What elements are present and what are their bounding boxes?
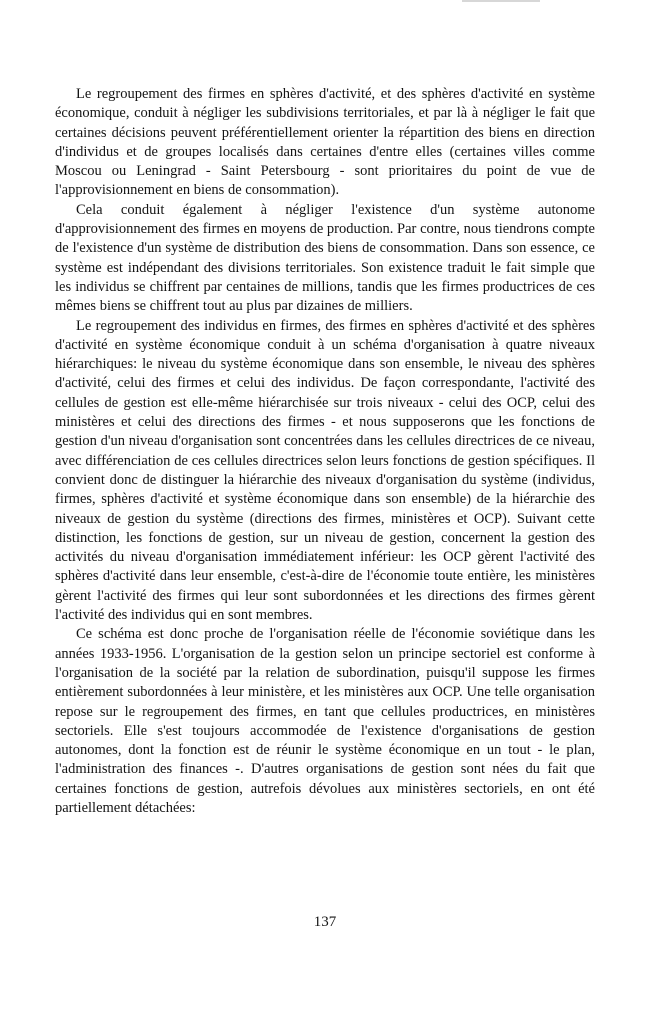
- scan-edge-mark: [462, 0, 540, 2]
- paragraph-3: Le regroupement des individus en firmes, des firmes en sphères d'activité et des sphères d'activité en système économique conduit à un schéma d'organisation à quatre niveaux hiérarchiques: le niveau du système économique dans son ensemble, le niveau des sphères d'activité, celui des firmes et celui des individus. De façon correspondante, l'activité des cellules de gestion est elle-même hiérarchisée sur trois niveaux - celui des OCP, celui des ministères et celui des directions des firmes - et nous supposerons que les fonctions de gestion d'un niveau d'organisation sont concentrées dans les cellules directrices de ce niveau, avec différenciation de ces cellules directrices selon leurs fonctions de gestion spécifiques. Il convient donc de distinguer la hiérarchie des niveaux d'organisation du système (individus, firmes, sphères d'activité et système économique dans son ensemble) de la hiérarchie des niveaux de gestion du système (directions des firmes, ministères et OCP). Suivant cette distinction, les fonctions de gestion, sur un niveau de gestion, concernent la gestion des activités du niveau d'organisation immédiatement inférieur: les OCP gèrent l'activité des sphères d'activité dans leur ensemble, c'est-à-dire de l'économie toute entière, les ministères gèrent l'activité des firmes qui leur sont subordonnées et les directions des firmes gèrent l'activité des individus qui en sont membres.: [55, 317, 595, 624]
- body-text: [55, 85, 595, 818]
- paragraph-2: Cela conduit également à négliger l'existence d'un système autonome d'approvisionnement des firmes en moyens de production. Par contre, nous tiendrons compte de l'existence d'un système de distribution des biens de consommation. Dans son essence, ce système est indépendant des divisions territoriales. Son existence traduit le fait simple que les individus se chiffrent par centaines de millions, tandis que les firmes productrices de ces mêmes biens se chiffrent tout au plus par dizaines de milliers.: [55, 201, 595, 315]
- page-number: 137: [313, 914, 337, 930]
- paragraph-1: Le regroupement des firmes en sphères d'activité, et des sphères d'activité en système économique, conduit à négliger les subdivisions territoriales, et par là à négliger le fait que certaines décisions peuvent préférentiellement orienter la répartition des biens en direction d'individus et de groupes localisés dans certaines d'entre elles (certaines villes comme Moscou ou Leningrad - Saint Petersbourg - sont prioritaires du point de vue de l'approvisionnement en biens de consommation).: [55, 86, 595, 199]
- paragraph-4: Ce schéma est donc proche de l'organisation réelle de l'économie soviétique dans les années 1933-1956. L'organisation de la gestion selon un principe sectoriel est conforme à l'organisation de la société par la relation de subordination, puisqu'il suppose les firmes entièrement subordonnées à leur ministère, et les ministères aux OCP. Une telle organisation repose sur le regroupement des firmes, en tant que cellules productrices, en ministères sectoriels. Elle s'est toujours accommodée de l'existence d'organisations de gestion autonomes, dont la fonction est de réunir le système économique en un tout - le plan, l'administration des finances -. D'autres organisations de gestion sont nées du fait que certaines fonctions de gestion, autrefois dévolues aux ministères sectoriels, en ont été partiellement détachées:: [55, 626, 595, 816]
